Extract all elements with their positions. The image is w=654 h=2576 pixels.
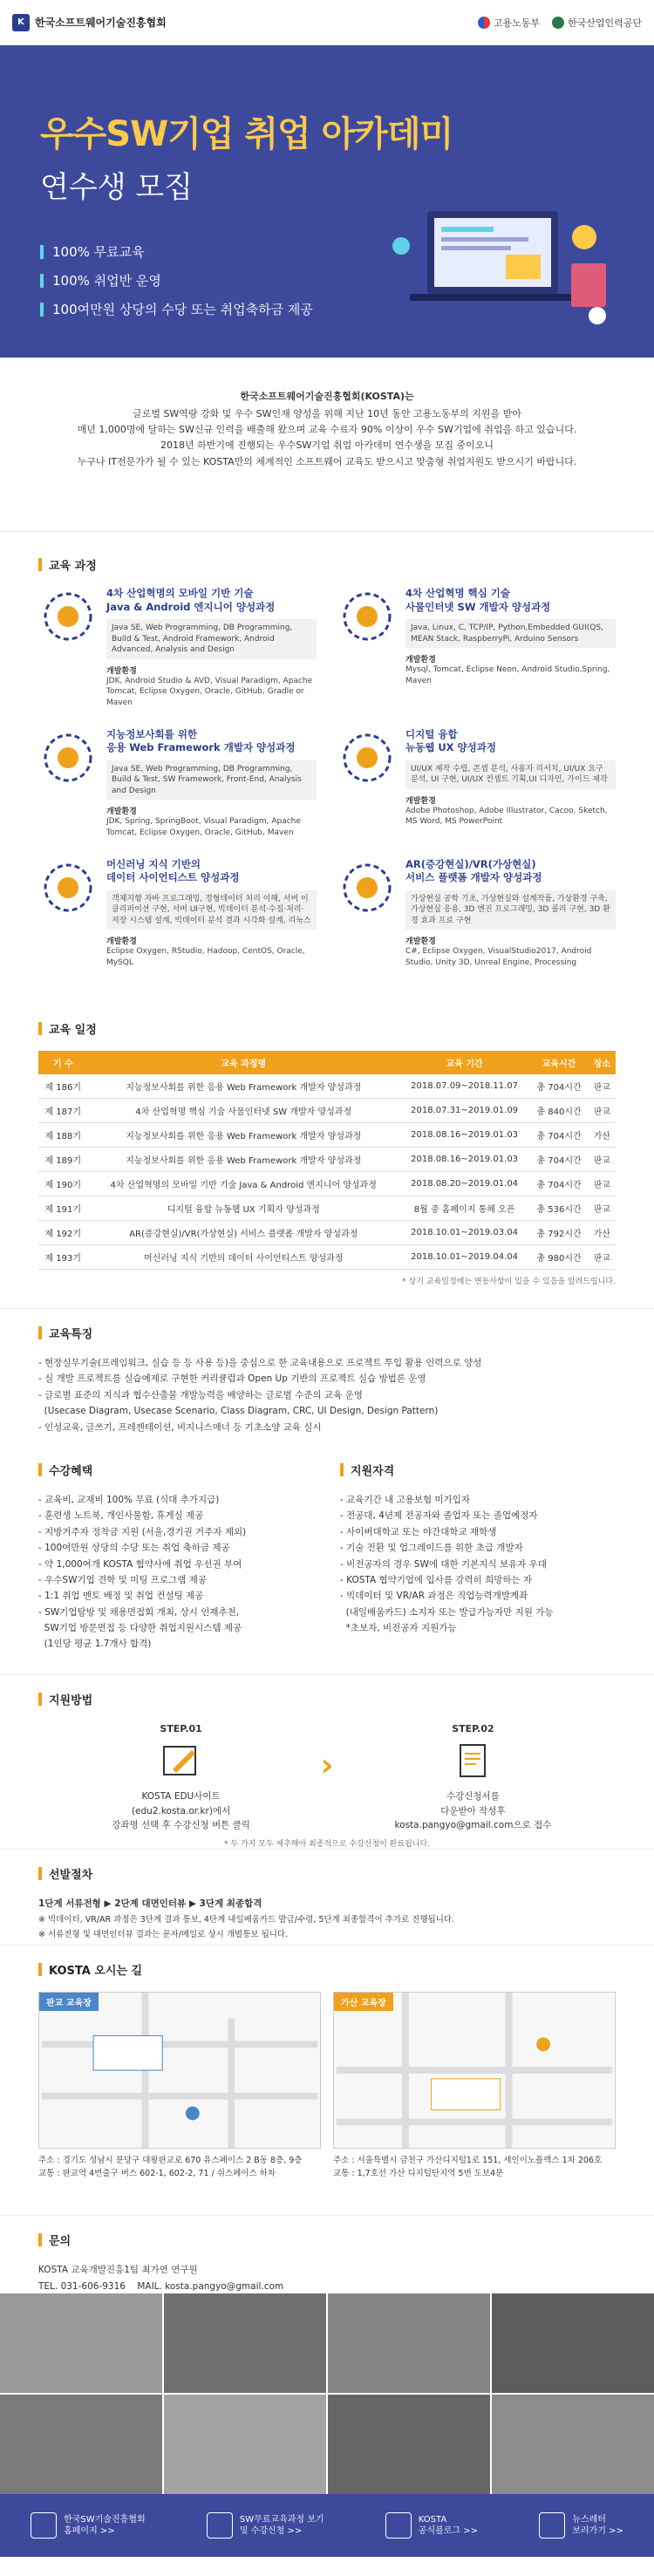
step-arrow-icon: ›	[320, 1748, 334, 1783]
apply-steps	[38, 1721, 616, 1832]
course-name: 4차 산업혁명 핵심 기술 사물인터넷 SW 개발자 양성과정	[405, 587, 551, 613]
gallery-photo	[164, 2293, 326, 2393]
schedule-cell: 총 792시간	[529, 1221, 589, 1245]
schedule-cell: 제 190기	[38, 1172, 88, 1196]
course-env: JDK, Spring, SpringBoot, Visual Paradigm, Apache Tomcat, Eclipse Oxygen, Oracle, GitHub, Maven	[106, 817, 301, 837]
kosta-logo-icon: K	[12, 14, 30, 31]
schedule-cell: 제 187기	[38, 1099, 88, 1123]
apply-note: * 두 가지 모두 제추해야 최종적으로 수강신청이 완료됩니다.	[223, 1840, 431, 1850]
schedule-cell: 판교	[589, 1196, 616, 1221]
schedule-cell: 총 704시간	[529, 1074, 589, 1099]
list-item: - 우수SW기업 견학 및 미팅 프로그램 제공	[38, 1574, 208, 1585]
home-icon	[31, 2512, 57, 2539]
developer-illustration-icon	[375, 202, 619, 333]
contact-tel[interactable]: TEL. 031-606-9316	[38, 2280, 126, 2292]
schedule-cell: 제 189기	[38, 1148, 88, 1172]
list-item: - 비전공자의 경우 SW에 대한 기본지식 보유자 우대	[340, 1558, 547, 1570]
partner-moel: 고용노동부	[478, 16, 540, 30]
schedule-cell: 2018.08.20~2019.01.04	[399, 1172, 529, 1196]
footer-link[interactable]: KOSTA 공식블로그 >>	[385, 2512, 478, 2539]
tablet-ux-icon	[337, 728, 397, 787]
section-title: 교육특징	[38, 1325, 616, 1341]
intro-line: 누구나 IT전문가가 될 수 있는 KOSTA만의 체계적인 소프트웨어 교육도 받으시고 맞춤형 취업지원도 받으시기 바랍니다.	[77, 455, 577, 467]
gallery-photo	[0, 2395, 162, 2494]
list-item: - 약 1,000여개 KOSTA 협약사에 취업 우선권 부여	[38, 1558, 242, 1570]
footer-links	[0, 2494, 654, 2557]
location-section	[0, 1945, 654, 2215]
schedule-row	[38, 1245, 616, 1270]
list-item: - 기술 전환 및 업그레이드를 위한 초급 개발자	[340, 1543, 523, 1554]
footer-link[interactable]: 한국SW기술진흥협회 홈페이지 >>	[31, 2512, 146, 2539]
schedule-cell: 제 188기	[38, 1123, 88, 1148]
list-item: - 100여만원 상당의 수당 또는 취업 축하금 제공	[38, 1543, 230, 1554]
list-item: (내일배움카드) 소지자 또는 발급가능자만 지원 가능	[340, 1606, 554, 1618]
course-subjects: 가상현실 공학 기초, 가상현실와 설계작품, 가상환경 구축, 가상현실 응용, 3D 엔진 프로그래밍, 3D 콜리 구현, 3D 환경 효과 프로 구현	[405, 890, 616, 930]
benefits-list	[38, 1492, 314, 1653]
section-title: 선발절차	[38, 1865, 616, 1882]
gallery-photo	[492, 2293, 654, 2393]
schedule-header: 기 수	[38, 1051, 88, 1074]
schedule-cell: 총 704시간	[529, 1172, 589, 1196]
schedule-cell: 2018.10.01~2019.04.04	[399, 1245, 529, 1270]
courses-section	[0, 532, 654, 1020]
org-name: 한국소프트웨어기술진흥협회	[35, 17, 167, 29]
course-card	[38, 728, 317, 839]
courses-grid	[38, 587, 616, 969]
apply-section	[0, 1674, 654, 1849]
list-item: - 지방거주자 정착금 지원 (서울,경기권 거주자 제외)	[38, 1526, 247, 1537]
section-title: KOSTA 오시는 길	[38, 1961, 616, 1978]
selection-note: ※ 서류전형 및 대면인터뷰 결과는 문자/메일로 상시 개별통보 됩니다.	[38, 1929, 289, 1939]
schedule-cell: 총 840시간	[529, 1099, 589, 1123]
list-item: - 글로벌 표준의 지식과 협수산출물 개발능력을 배양하는 글로벌 수준의 교육 운영	[38, 1389, 363, 1400]
hero-bullet: 100% 취업반 운영	[40, 271, 654, 290]
pangyo-map-drawing	[39, 1993, 320, 2148]
schedule-cell: 판교	[589, 1148, 616, 1172]
schedule-cell: 2018.07.31~2019.01.09	[399, 1099, 529, 1123]
schedule-table	[38, 1051, 616, 1270]
schedule-cell: 제 192기	[38, 1221, 88, 1245]
gallery-photo	[328, 2293, 490, 2393]
course-card	[337, 858, 616, 969]
course-card	[38, 587, 317, 709]
course-env: Eclipse Oxygen, RStudio, Hadoop, CentOS, Oracle, MySQL	[106, 947, 305, 967]
schedule-cell: 지능정보사회를 위한 응용 Web Framework 개발자 양성과정	[88, 1123, 399, 1148]
intro-section	[0, 358, 654, 532]
schedule-row	[38, 1074, 616, 1099]
hero-bullet: 100% 무료교육	[40, 242, 654, 261]
apply-step-2: STEP.02 수강신청서를 다운받아 작성후 kosta.pangyo@gmail.com으로 접수	[394, 1723, 552, 1830]
course-env: Mysql, Tomcat, Eclipse Neon, Android Studio,Spring, Maven	[405, 665, 610, 685]
section-title: 교육 일정	[38, 1020, 616, 1037]
list-item: - 교육기간 내 고용보험 미가입자	[340, 1495, 470, 1505]
course-env: Adobe Photoshop, Adobe Illustrator, Cacoo, Sketch, MS Word, MS PowerPoint	[405, 806, 608, 827]
schedule-cell: 2018.07.09~2018.11.07	[399, 1074, 529, 1099]
list-item: - 1:1 취업 멘토 배정 및 취업 컨설팅 제공	[38, 1591, 204, 1602]
course-subjects: Java, Linux, C, TCP/IP, Python,Embedded GUI(QS, MEAN Stack, RaspberryPi, Arduino Sensors	[405, 619, 616, 648]
schedule-cell: 판교	[589, 1074, 616, 1099]
course-name: 지능정보사회를 위한 응용 Web Framework 개발자 양성과정	[106, 727, 296, 754]
hero-banner	[0, 45, 654, 358]
course-name: AR(증강현실)/VR(가상현실) 서비스 플랫폼 개발자 양성과정	[405, 857, 542, 884]
course-card	[337, 728, 616, 839]
blog-icon	[385, 2512, 412, 2539]
course-subjects: 객체지향 자바 프로그래밍, 정형데이터 처리 이해, 서버 이클리퍼이션 구현, 서버 UI구현, 빅데이터 분석·수집·처리·저장 시스템 설계, 빅데이터 분석 결과 시각화 설계, 리눅스	[106, 890, 317, 930]
kosta-logo[interactable]	[12, 14, 167, 31]
schedule-section	[0, 1020, 654, 1308]
hero-subtitle: 연수생 모집	[40, 170, 194, 205]
brain-icon	[38, 728, 98, 787]
schedule-cell: 가산	[589, 1123, 616, 1148]
top-header	[0, 0, 654, 45]
schedule-note: * 상기 교육일정에는 변동사항이 있을 수 있음을 알려드립니다.	[402, 1278, 616, 1286]
course-env-label: 개발환경	[106, 937, 137, 947]
schedule-cell: 2018.08.16~2019.01.03	[399, 1148, 529, 1172]
contact-section	[0, 2215, 654, 2293]
course-env-label: 개발환경	[405, 656, 436, 665]
gallery-photo	[492, 2395, 654, 2494]
list-item: - 교육비, 교재비 100% 무료 (식대 추가지급)	[38, 1495, 220, 1505]
vr-headset-icon	[337, 858, 397, 917]
schedule-row	[38, 1221, 616, 1245]
schedule-cell: 총 704시간	[529, 1123, 589, 1148]
schedule-cell: 총 980시간	[529, 1245, 589, 1270]
schedule-header: 교육시간	[529, 1051, 589, 1074]
list-item: - SW기업탐방 및 채용면접회 개최, 상시 인재추천,	[38, 1606, 240, 1618]
lightbulb-icon	[38, 858, 98, 917]
schedule-cell: 판교	[589, 1245, 616, 1270]
selection-note: ※ 빅데이터, VR/AR 과정은 3단계 결과 통보, 4단계 내일배움카드 발급/수령, 5단계 최종합격이 추가로 진행됩니다.	[38, 1914, 455, 1925]
course-env-label: 개발환경	[106, 808, 137, 817]
course-env-label: 개발환경	[405, 937, 436, 947]
schedule-cell: 2018.08.16~2019.01.03	[399, 1123, 529, 1148]
list-item: *초보자, 비전공자 지원가능	[340, 1623, 457, 1633]
course-env: JDK, Android Studio & AVD, Visual Paradigm, Apache Tomcat, Eclipse Oxygen, Oracle, GitHub, Gradle or Maven	[106, 676, 313, 707]
schedule-row	[38, 1123, 616, 1148]
course-card	[38, 858, 317, 969]
pangyo-map-label: 판교 교육장	[39, 1993, 99, 2011]
course-name: 머신러닝 지식 기반의 데이터 사이언티스트 양성과정	[106, 857, 240, 884]
list-item: - KOSTA 협약기업에 입사를 강력히 희망하는 자	[340, 1574, 533, 1585]
schedule-cell: 가산	[589, 1221, 616, 1245]
schedule-cell: 판교	[589, 1099, 616, 1123]
gallery-photo	[164, 2395, 326, 2494]
photo-gallery	[0, 2293, 654, 2494]
gasan-address: 주소 : 서울특별시 금천구 가산디지털1로 151, 세인이노플렉스 1차 206호	[333, 2156, 603, 2165]
features-list	[38, 1355, 616, 1435]
book-icon	[207, 2512, 233, 2539]
schedule-row	[38, 1099, 616, 1123]
footer-link[interactable]: SW무료교육과정 보기 및 수강신청 >>	[207, 2512, 324, 2539]
schedule-cell: 머신러닝 지식 기반의 데이터 사이언티스트 양성과정	[88, 1245, 399, 1270]
schedule-cell: 판교	[589, 1172, 616, 1196]
list-item: - 사이버대학교 또는 야간대학교 재학생	[340, 1526, 497, 1537]
partner-logos	[478, 16, 642, 30]
qualification-col	[340, 1462, 616, 1674]
selection-section	[0, 1849, 654, 1945]
taegeuk-icon	[478, 17, 490, 29]
gasan-traffic: 교통 : 1,7호선 가산 디지털단지역 5번 도보4분	[333, 2169, 504, 2179]
intro-line: 글로벌 SW역량 강화 및 우수 SW인재 양성을 위해 지난 10년 동안 고용노동부의 지원을 받아	[133, 408, 521, 420]
hero-title: 우수SW기업 취업 아카데미	[40, 114, 453, 154]
section-title: 교육 과정	[38, 556, 616, 573]
schedule-header: 장소	[589, 1051, 616, 1074]
newsletter-icon	[539, 2512, 565, 2539]
contact-org: KOSTA 교육개발진흥1팀 최가연 연구원	[38, 2265, 198, 2275]
course-card	[337, 587, 616, 709]
partner-hrdk: 한국산업인력공단	[552, 16, 642, 30]
features-section	[0, 1308, 654, 1448]
list-item: (Usecase Diagram, Usecase Scenario, Class Diagram, CRC, UI Design, Design Pattern)	[38, 1406, 439, 1417]
section-title: 지원방법	[38, 1691, 616, 1707]
schedule-cell: 제 191기	[38, 1196, 88, 1221]
intro-org: 한국소프트웨어기술진흥협회(KOSTA)는	[240, 391, 414, 402]
schedule-cell: 총 536시간	[529, 1196, 589, 1221]
pangyo-traffic: 교통 : 판교역 4번출구 버스 602-1, 602-2, 71 / 쉬스페이스 하차	[38, 2169, 276, 2179]
list-item: - 현장실무기술(프레임워크, 실습 등 등 사용 등)을 중심으로 한 교육내용으로 프로젝트 투입 활용 인력으로 양성	[38, 1358, 482, 1368]
pangyo-map[interactable]	[38, 1992, 321, 2149]
list-item: - 인성교육, 글쓰기, 프레젠테이션, 비지니스매너 등 기초소양 교육 실시	[38, 1421, 322, 1433]
schedule-header: 교육 과정명	[88, 1051, 399, 1074]
contact-mail[interactable]: MAIL. kosta.pangyo@gmail.com	[137, 2280, 284, 2292]
hero-bullet: 100여만원 상당의 수당 또는 취업축하금 제공	[40, 300, 654, 318]
course-env-label: 개발환경	[106, 666, 137, 676]
mobile-gear-icon	[38, 587, 98, 646]
pangyo-location	[38, 1992, 321, 2180]
intro-line: 2018년 하반기에 진행되는 우수SW기업 취업 아카데미 연수생을 모집 중이오니	[160, 440, 494, 452]
document-form-icon	[452, 1741, 494, 1780]
schedule-cell: 4차 산업혁명의 모바일 기반 기술 Java & Android 엔지니어 양성과정	[88, 1172, 399, 1196]
course-env-label: 개발환경	[405, 796, 436, 806]
gasan-map[interactable]	[333, 1992, 616, 2149]
course-subjects: UI/UX 제작 수립, 콘셉 분석, 사용자 리서치, UI/UX 요구분석, UI 구현, UI/UX 컨셉트 기획,UI 디자인, 가이드 제작	[405, 760, 616, 789]
course-name: 4차 산업혁명의 모바일 기반 기술 Java & Android 엔지니어 양성과정	[106, 587, 276, 613]
intro-line: 매년 1,000명에 달하는 SW신규 인력을 배출해 왔으며 교육 수료자 90% 이상이 우수 SW기업에 취업을 하고 있습니다.	[77, 424, 577, 436]
hrdk-logo-icon	[552, 17, 564, 29]
list-item: - 훈련생 노트북, 개인사물함, 휴게실 제공	[38, 1510, 204, 1522]
list-item: - 전공대, 4년제 전공자와 졸업자 또는 졸업예정자	[340, 1510, 538, 1522]
schedule-row	[38, 1172, 616, 1196]
gallery-photo	[328, 2395, 490, 2494]
schedule-cell: 디지털 융합 뉴동웹 UX 기획자 양성과정	[88, 1196, 399, 1221]
schedule-cell: AR(증강현실)/VR(가상현실) 서비스 플랫폼 개발자 양성과정	[88, 1221, 399, 1245]
selection-flow: 1단계 서류전형 ▶ 2단계 대면인터뷰 ▶ 3단계 최종합격	[38, 1898, 262, 1909]
schedule-row	[38, 1196, 616, 1221]
gasan-map-drawing	[334, 1993, 615, 2148]
schedule-cell: 제 186기	[38, 1074, 88, 1099]
apply-step-1: STEP.01 KOSTA EDU사이트 (edu2.kosta.or.kr)에서 강좌명 선택 후 수강신청 버튼 클릭	[112, 1723, 250, 1830]
gallery-photo	[0, 2293, 162, 2393]
list-item: (1인당 평균 1.7개사 합격)	[38, 1639, 152, 1650]
benefits-col	[38, 1462, 314, 1674]
gasan-location	[333, 1992, 616, 2180]
schedule-cell: 총 704시간	[529, 1148, 589, 1172]
schedule-header: 교육 기간	[399, 1051, 529, 1074]
iot-gear-icon	[337, 587, 397, 646]
pencil-edit-icon	[160, 1741, 202, 1780]
schedule-row	[38, 1148, 616, 1172]
list-item: - 빅데이터 및 VR/AR 과정은 직업능력개발계좌	[340, 1591, 528, 1602]
list-item: SW기업 방문면접 등 다양한 취업지원시스템 제공	[38, 1623, 242, 1633]
schedule-cell: 지능정보사회를 위한 응용 Web Framework 개발자 양성과정	[88, 1074, 399, 1099]
course-subjects: Java SE, Web Programming, DB Programming, Build & Test, SW Framework, Front-End, Analysis and Design	[106, 760, 317, 801]
benefits-qualification	[0, 1448, 654, 1674]
gasan-map-label: 가산 교육장	[334, 1993, 393, 2011]
schedule-cell: 4차 산업혁명 핵심 기술 사물인터넷 SW 개발자 양성과정	[88, 1099, 399, 1123]
schedule-cell: 8월 중 홈페이지 통해 오픈	[399, 1196, 529, 1221]
footer-link[interactable]: 뉴스레터 보러가기 >>	[539, 2512, 623, 2539]
course-subjects: Java SE, Web Programming, DB Programming, Build & Test, Android Framework, Android Advanced, Analysis and Design	[106, 619, 317, 659]
list-item: - 실 개발 프로젝트를 실습예제로 구현한 커리큘럼과 Open Up 기반의 프로젝트 실습 방법론 운영	[38, 1373, 426, 1385]
qualification-list	[340, 1492, 616, 1636]
section-title: 문의	[38, 2232, 616, 2248]
schedule-cell: 지능정보사회를 위한 응용 Web Framework 개발자 양성과정	[88, 1148, 399, 1172]
course-name: 디지털 융합 뉴동웹 UX 양성과정	[405, 727, 496, 754]
pangyo-address: 주소 : 경기도 성남시 분당구 대왕판교로 670 유스페이스 2 B동 8층, 9층	[38, 2156, 303, 2165]
course-env: C#, Eclipse Oxygen, VisualStudio2017, Android Studio, Unity 3D, Unreal Engine, Processing	[405, 947, 592, 967]
schedule-cell: 제 193기	[38, 1245, 88, 1270]
schedule-cell: 2018.10.01~2019.03.04	[399, 1221, 529, 1245]
section-title: 지원자격	[340, 1462, 616, 1478]
section-title: 수강혜택	[38, 1462, 314, 1478]
